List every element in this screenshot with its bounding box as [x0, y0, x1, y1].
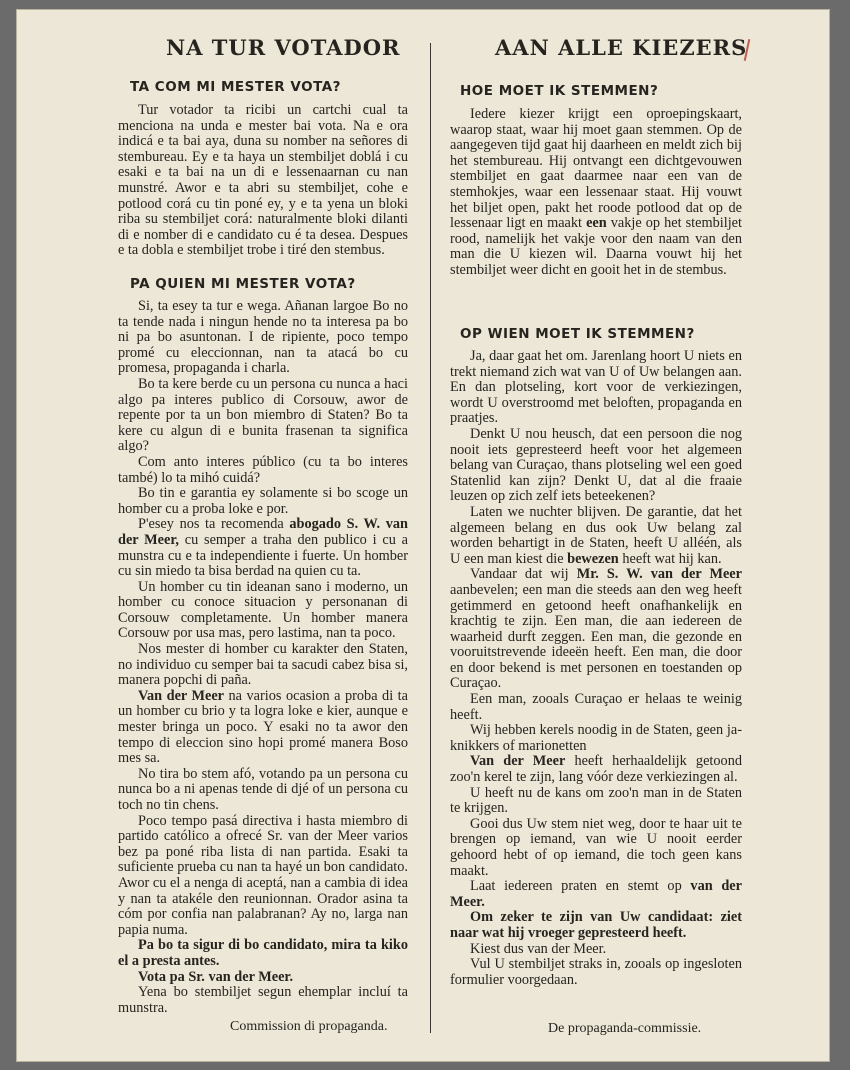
paragraph-text: Kiest dus van der Meer. — [470, 940, 607, 957]
paragraph — [450, 427, 742, 505]
paragraph — [118, 103, 408, 259]
paragraph — [450, 723, 742, 754]
paragraph — [450, 942, 742, 958]
paragraph — [118, 689, 408, 767]
paragraph-text: No tira bo stem afó, votando pa un persona cu nunca bo a ni apenas tende di djé of un persona cu toch no tin chens. — [118, 765, 408, 813]
column-divider — [430, 43, 431, 1033]
paragraph — [450, 692, 742, 723]
paragraph — [450, 910, 742, 941]
paragraph-text: Nos mester di homber cu karakter den Staten, no individuo cu semper bai ta sacudi cabez bisa si, manera popchi di paña. — [118, 641, 408, 689]
left-title: NA TUR VOTADOR — [166, 35, 401, 60]
leaflet-page — [16, 9, 830, 1062]
paragraph — [450, 349, 742, 427]
paragraph — [450, 505, 742, 567]
paragraph-text: vakje op het stembiljet rood, namelijk het vakje voor den naam van den man die U kiezen wil. Daarna vouwt hij het stembiljet weer dicht en gooit het in de stembus. — [450, 215, 742, 278]
right-title: AAN ALLE KIEZERS — [495, 35, 748, 60]
paragraph — [118, 580, 408, 642]
paragraph — [450, 957, 742, 988]
paragraph-text: Denkt U nou heusch, dat een persoon die nog nooit iets gepresteerd heeft voor het algemeen belang van Curaçao, thans plotseling wel een goed Statenlid kan zijn? Denkt U, dat al die fraaie leuzen op zich zelf iets beteekenen? — [450, 425, 742, 505]
paragraph-text: heeft wat hij kan. — [618, 550, 722, 567]
paragraph — [118, 938, 408, 969]
bold-text: van der Meer. — [450, 878, 742, 910]
paragraph-text: Poco tempo pasá directiva i hasta miembro di partido católico a ofrecé Sr. van der Meer varios bez pa poné riba lista di nan partida. Esaki ta suficiente prueba cu nan ta hayé un bon candidato. Awor cu el a nenga di aceptá, nan a cambia di idea y nan ta atakéle den reunionnan. Orador asina ta cóm por confia nan palabranan? Ay no, larga nan papia numa. — [118, 812, 408, 938]
paragraph — [118, 767, 408, 814]
bold-text: Vota pa Sr. van der Meer. — [138, 968, 294, 985]
bold-text: bewezen — [567, 550, 619, 567]
paragraph-text: U heeft nu de kans om zoo'n man in de Staten te krijgen. — [450, 784, 742, 817]
paragraph — [450, 754, 742, 785]
paragraph — [450, 786, 742, 817]
paragraph-text: cu semper a traha den publico i cu a munstra cu e ta independiente i fuerte. Un homber cu sin miedo ta bisa berdad na quien cu ta. — [118, 531, 408, 580]
right-heading-who-to-vote: OP WIEN MOET IK STEMMEN? — [460, 326, 695, 342]
paragraph-text: na varios ocasion a proba di ta un homber cu brio y ta logra loke e kier, aunque e mester bringa un poco. Y esaki no ta awor den tempo di eleccion sino hopi promé manera Boso mes sa. — [118, 687, 408, 767]
bold-text: Om zeker te zijn van Uw candidaat: ziet naar wat hij vroeger gepresteerd heeft. — [450, 909, 742, 941]
paragraph-text: Gooi dus Uw stem niet weg, door te haar uit te brengen op iemand, van wie U nooit eerder gehoord hebt of op iemand, die toch geen kans maakt. — [450, 815, 742, 879]
paragraph-text: Un homber cu tin ideanan sano i moderno, un homber cu conoce situacion y personanan di Corsouw completamente. Un homber manera Corsouw por usa mas, pero lastima, nan ta poco. — [118, 578, 408, 642]
bold-text: Van der Meer — [138, 687, 225, 704]
paragraph-text: Com anto interes público (cu ta bo interes també) lo ta mihó cuidá? — [118, 453, 408, 486]
left-section-how-to-vote — [118, 103, 408, 259]
left-heading-how-to-vote: TA COM MI MESTER VOTA? — [130, 79, 342, 95]
paragraph — [118, 970, 408, 986]
paragraph — [118, 814, 408, 939]
paragraph-text: Vandaar dat wij — [470, 566, 577, 583]
paragraph — [450, 879, 742, 910]
paragraph — [450, 567, 742, 692]
bold-text: Van der Meer — [470, 753, 566, 770]
paragraph-text: Yena bo stembiljet segun ehemplar incluí ta munstra. — [118, 984, 408, 1016]
paragraph — [450, 107, 742, 279]
right-section-who-to-vote — [450, 349, 742, 988]
paragraph-text: Wij hebben kerels noodig in de Staten, geen ja-knikkers of marionetten — [450, 722, 742, 754]
paragraph-text: Een man, zooals Curaçao er helaas te weinig heeft. — [450, 691, 742, 723]
paragraph-text: Laten we nuchter blijven. De garantie, dat het algemeen belang en dus ook Uw belang zal worden behartigt in de Staten, heeft U alléén, als U een man kiest die — [450, 503, 742, 567]
paragraph — [118, 985, 408, 1016]
right-section-how-to-vote — [450, 107, 742, 279]
paragraph-text: Iedere kiezer krijgt een oproepingskaart, waarop staat, waar hij moet gaan stemmen. Op de aangegeven tijd gaat hij daarheen en meldt zich bij het stembureau. Hij ontvangt een dichtgevouwen stembiljet en gaat daarmee naar een van de stemhokjes, waar een lessenaar staat. Hij vouwt het biljet open, pakt het roode potlood dat op de lessenaar ligt en maakt — [450, 106, 742, 232]
paragraph-text: Ja, daar gaat het om. Jarenlang hoort U niets en trekt niemand zich wat van U of Uw belangen aan. En dan plotseling, kort voor de verkiezingen, wordt U overstroomd met beloften, propaganda en praatjes. — [450, 348, 742, 427]
paragraph — [118, 455, 408, 486]
paragraph-text: Tur votador ta ricibi un cartchi cual ta menciona na unda e mester bai vota. Na e ora indicá e ta bai aya, duna su nomber na señores di stembureau. Ey e ta haya un stembiljet doblá i cu esaki e ta bai na un di e lessenaarnan cu nan munstré. Awor e ta abri su stembiljet, cohe e potlood corá cu tin poné ey, y e ta yena un bloki riba su stembiljet corá: naturalmente bloki dilanti di e nomber di e candidato cu é ta desea. Despues e ta dobla e stembiljet trobe i tiré den stembus. — [118, 102, 408, 259]
right-heading-how-to-vote: HOE MOET IK STEMMEN? — [460, 83, 659, 99]
paragraph-text: Vul U stembiljet straks in, zooals op ingesloten formulier voorgedaan. — [450, 956, 742, 988]
left-heading-who-to-vote: PA QUIEN MI MESTER VOTA? — [130, 276, 356, 292]
paragraph — [118, 377, 408, 455]
paragraph-text: Si, ta esey ta tur e wega. Añanan largoe Bo no ta tende nada i ningun hende no ta interesa pa bo ni pa bo asuntonan. I de ripiente, poco tempo promé cu eleccionnan, nan ta atacá bo cu promesa, propaganda i charla. — [118, 298, 408, 377]
paragraph — [450, 817, 742, 879]
bold-text: abogado S. W. van der Meer, — [118, 516, 408, 548]
paragraph-text: Bo ta kere berde cu un persona cu nunca a haci algo pa interes publico di Corsouw, awor de repente por ta un bon miembro di Staten? Bo ta kere cu algun di e bunita frasenan ta significa algo? — [118, 375, 408, 455]
left-section-who-to-vote — [118, 299, 408, 1016]
paragraph-text: heeft herhaaldelijk getoond zoo'n kerel te zijn, lang vóór deze verkiezingen al. — [450, 753, 742, 786]
bold-text: Mr. S. W. van der Meer — [576, 566, 742, 583]
paragraph — [118, 642, 408, 689]
paragraph — [118, 299, 408, 377]
paragraph-text: Bo tin e garantia ey solamente si bo scoge un homber cu a proba loke e por. — [118, 485, 408, 517]
paragraph — [118, 517, 408, 579]
bold-text: Pa bo ta sigur di bo candidato, mira ta kiko el a presta antes. — [118, 937, 408, 969]
right-signature: De propaganda-commissie. — [548, 1021, 702, 1036]
paragraph-text: P'esey nos ta recomenda — [138, 516, 290, 533]
paragraph-text: aanbevelen; een man die steeds aan den weg heeft getimmerd en getoond heeft onafhankelijk en krachtig te zijn. Een man, die aan iedereen de waarheid durft zeggen. Een man, die gezonde en vooruitstrevende ideeën heeft. Een man, die door en door bekend is met personen en toestanden op Curaçao. — [450, 581, 742, 692]
paragraph — [118, 486, 408, 517]
bold-text: een — [586, 215, 607, 232]
paragraph-text: Laat iedereen praten en stemt op — [470, 878, 691, 895]
left-signature: Commission di propaganda. — [230, 1019, 388, 1034]
